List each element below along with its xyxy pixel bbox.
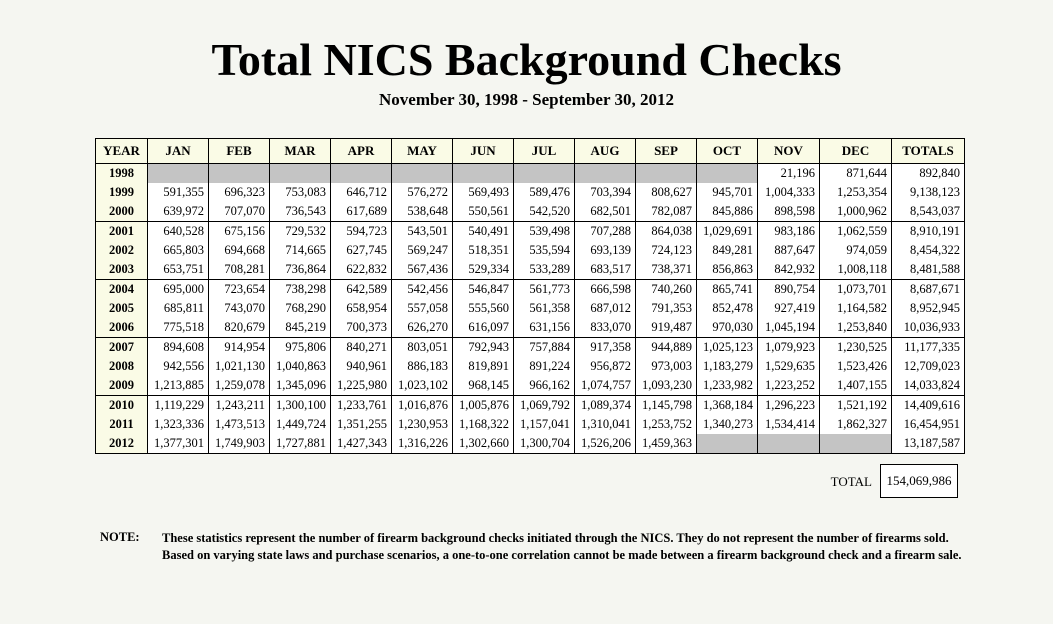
value-cell: 21,196	[758, 164, 820, 184]
header-nov: NOV	[758, 139, 820, 164]
value-cell: 1,045,194	[758, 318, 820, 338]
empty-cell	[575, 164, 636, 184]
value-cell: 546,847	[453, 280, 514, 300]
value-cell: 1,074,757	[575, 376, 636, 396]
value-cell: 550,561	[453, 202, 514, 222]
header-may: MAY	[392, 139, 453, 164]
value-cell: 700,373	[331, 318, 392, 338]
grand-total-label: TOTAL	[830, 474, 872, 489]
value-cell: 1,368,184	[697, 396, 758, 416]
value-cell: 833,070	[575, 318, 636, 338]
value-cell: 852,478	[697, 299, 758, 318]
row-total-cell: 14,409,616	[892, 396, 965, 416]
empty-cell	[820, 434, 892, 454]
value-cell: 1,225,980	[331, 376, 392, 396]
value-cell: 968,145	[453, 376, 514, 396]
value-cell: 539,498	[514, 222, 575, 242]
value-cell: 808,627	[636, 183, 697, 202]
year-cell: 2005	[96, 299, 148, 318]
value-cell: 658,954	[331, 299, 392, 318]
header-sep: SEP	[636, 139, 697, 164]
value-cell: 627,745	[331, 241, 392, 260]
page-title: Total NICS Background Checks	[211, 34, 842, 85]
value-cell: 1,183,279	[697, 357, 758, 376]
value-cell: 642,589	[331, 280, 392, 300]
year-cell: 2008	[96, 357, 148, 376]
value-cell: 898,598	[758, 202, 820, 222]
value-cell: 591,355	[148, 183, 209, 202]
header-jul: JUL	[514, 139, 575, 164]
value-cell: 1,473,513	[209, 415, 270, 434]
year-cell: 1998	[96, 164, 148, 184]
value-cell: 1,023,102	[392, 376, 453, 396]
header-aug: AUG	[575, 139, 636, 164]
value-cell: 840,271	[331, 338, 392, 358]
note-label: NOTE:	[100, 530, 140, 544]
value-cell: 775,518	[148, 318, 209, 338]
table-row	[96, 260, 965, 280]
value-cell: 561,358	[514, 299, 575, 318]
value-cell: 1,243,211	[209, 396, 270, 416]
value-cell: 1,449,724	[270, 415, 331, 434]
value-cell: 736,543	[270, 202, 331, 222]
value-cell: 683,517	[575, 260, 636, 280]
table-row	[96, 318, 965, 338]
value-cell: 1,253,840	[820, 318, 892, 338]
value-cell: 1,008,118	[820, 260, 892, 280]
value-cell: 871,644	[820, 164, 892, 184]
year-cell: 2004	[96, 280, 148, 300]
value-cell: 555,560	[453, 299, 514, 318]
table-row	[96, 338, 965, 358]
value-cell: 782,087	[636, 202, 697, 222]
value-cell: 529,334	[453, 260, 514, 280]
value-cell: 1,029,691	[697, 222, 758, 242]
row-total-cell: 8,910,191	[892, 222, 965, 242]
value-cell: 849,281	[697, 241, 758, 260]
year-cell: 2007	[96, 338, 148, 358]
value-cell: 1,164,582	[820, 299, 892, 318]
header-jun: JUN	[453, 139, 514, 164]
table-row	[96, 376, 965, 396]
value-cell: 708,281	[209, 260, 270, 280]
value-cell: 1,310,041	[575, 415, 636, 434]
value-cell: 1,523,426	[820, 357, 892, 376]
value-cell: 1,004,333	[758, 183, 820, 202]
value-cell: 927,419	[758, 299, 820, 318]
value-cell: 1,157,041	[514, 415, 575, 434]
table-row	[96, 202, 965, 222]
grand-total-value: 154,069,986	[880, 464, 958, 498]
value-cell: 1,534,414	[758, 415, 820, 434]
value-cell: 707,288	[575, 222, 636, 242]
value-cell: 685,811	[148, 299, 209, 318]
value-cell: 693,139	[575, 241, 636, 260]
value-cell: 1,340,273	[697, 415, 758, 434]
table-row	[96, 183, 965, 202]
value-cell: 845,219	[270, 318, 331, 338]
value-cell: 687,012	[575, 299, 636, 318]
value-cell: 1,427,343	[331, 434, 392, 454]
value-cell: 1,521,192	[820, 396, 892, 416]
value-cell: 738,298	[270, 280, 331, 300]
row-total-cell: 11,177,335	[892, 338, 965, 358]
row-total-cell: 8,687,671	[892, 280, 965, 300]
value-cell: 729,532	[270, 222, 331, 242]
value-cell: 1,093,230	[636, 376, 697, 396]
value-cell: 1,253,354	[820, 183, 892, 202]
value-cell: 675,156	[209, 222, 270, 242]
date-range-subtitle: November 30, 1998 - September 30, 2012	[379, 90, 674, 109]
value-cell: 891,224	[514, 357, 575, 376]
value-cell: 975,806	[270, 338, 331, 358]
value-cell: 639,972	[148, 202, 209, 222]
year-cell: 2010	[96, 396, 148, 416]
value-cell: 1,213,885	[148, 376, 209, 396]
value-cell: 1,062,559	[820, 222, 892, 242]
value-cell: 533,289	[514, 260, 575, 280]
table-row	[96, 396, 965, 416]
header-mar: MAR	[270, 139, 331, 164]
value-cell: 631,156	[514, 318, 575, 338]
year-cell: 2006	[96, 318, 148, 338]
value-cell: 723,654	[209, 280, 270, 300]
value-cell: 1,230,953	[392, 415, 453, 434]
header-apr: APR	[331, 139, 392, 164]
value-cell: 1,862,327	[820, 415, 892, 434]
value-cell: 1,529,635	[758, 357, 820, 376]
table-body	[96, 164, 965, 454]
value-cell: 1,407,155	[820, 376, 892, 396]
empty-cell	[514, 164, 575, 184]
year-cell: 2003	[96, 260, 148, 280]
value-cell: 1,300,100	[270, 396, 331, 416]
value-cell: 626,270	[392, 318, 453, 338]
value-cell: 694,668	[209, 241, 270, 260]
value-cell: 945,701	[697, 183, 758, 202]
value-cell: 944,889	[636, 338, 697, 358]
value-cell: 820,679	[209, 318, 270, 338]
row-total-cell: 8,952,945	[892, 299, 965, 318]
table-row	[96, 280, 965, 300]
header-dec: DEC	[820, 139, 892, 164]
empty-cell	[636, 164, 697, 184]
value-cell: 538,648	[392, 202, 453, 222]
value-cell: 714,665	[270, 241, 331, 260]
value-cell: 707,070	[209, 202, 270, 222]
value-cell: 1,233,982	[697, 376, 758, 396]
value-cell: 736,864	[270, 260, 331, 280]
value-cell: 622,832	[331, 260, 392, 280]
value-cell: 973,003	[636, 357, 697, 376]
header-jan: JAN	[148, 139, 209, 164]
value-cell: 1,253,752	[636, 415, 697, 434]
value-cell: 768,290	[270, 299, 331, 318]
value-cell: 1,323,336	[148, 415, 209, 434]
value-cell: 970,030	[697, 318, 758, 338]
table-row	[96, 222, 965, 242]
value-cell: 1,749,903	[209, 434, 270, 454]
value-cell: 540,491	[453, 222, 514, 242]
value-cell: 966,162	[514, 376, 575, 396]
value-cell: 1,316,226	[392, 434, 453, 454]
value-cell: 1,230,525	[820, 338, 892, 358]
value-cell: 753,083	[270, 183, 331, 202]
value-cell: 803,051	[392, 338, 453, 358]
value-cell: 696,323	[209, 183, 270, 202]
row-total-cell: 14,033,824	[892, 376, 965, 396]
empty-cell	[453, 164, 514, 184]
value-cell: 1,069,792	[514, 396, 575, 416]
value-cell: 856,863	[697, 260, 758, 280]
empty-cell	[758, 434, 820, 454]
value-cell: 738,371	[636, 260, 697, 280]
value-cell: 940,961	[331, 357, 392, 376]
year-cell: 2012	[96, 434, 148, 454]
value-cell: 740,260	[636, 280, 697, 300]
value-cell: 1,727,881	[270, 434, 331, 454]
value-cell: 557,058	[392, 299, 453, 318]
value-cell: 1,005,876	[453, 396, 514, 416]
value-cell: 1,300,704	[514, 434, 575, 454]
value-cell: 518,351	[453, 241, 514, 260]
table-row	[96, 241, 965, 260]
value-cell: 864,038	[636, 222, 697, 242]
nics-checks-table	[95, 138, 965, 454]
year-cell: 2001	[96, 222, 148, 242]
value-cell: 1,259,078	[209, 376, 270, 396]
value-cell: 695,000	[148, 280, 209, 300]
value-cell: 792,943	[453, 338, 514, 358]
value-cell: 791,353	[636, 299, 697, 318]
year-cell: 2000	[96, 202, 148, 222]
value-cell: 640,528	[148, 222, 209, 242]
value-cell: 983,186	[758, 222, 820, 242]
value-cell: 542,520	[514, 202, 575, 222]
value-cell: 890,754	[758, 280, 820, 300]
row-total-cell: 9,138,123	[892, 183, 965, 202]
empty-cell	[331, 164, 392, 184]
value-cell: 646,712	[331, 183, 392, 202]
value-cell: 1,145,798	[636, 396, 697, 416]
value-cell: 842,932	[758, 260, 820, 280]
value-cell: 1,089,374	[575, 396, 636, 416]
value-cell: 569,247	[392, 241, 453, 260]
value-cell: 1,025,123	[697, 338, 758, 358]
value-cell: 894,608	[148, 338, 209, 358]
value-cell: 1,073,701	[820, 280, 892, 300]
value-cell: 1,233,761	[331, 396, 392, 416]
value-cell: 845,886	[697, 202, 758, 222]
value-cell: 942,556	[148, 357, 209, 376]
value-cell: 1,296,223	[758, 396, 820, 416]
value-cell: 886,183	[392, 357, 453, 376]
empty-cell	[697, 164, 758, 184]
table-row	[96, 357, 965, 376]
empty-cell	[392, 164, 453, 184]
value-cell: 1,168,322	[453, 415, 514, 434]
value-cell: 653,751	[148, 260, 209, 280]
empty-cell	[270, 164, 331, 184]
value-cell: 865,741	[697, 280, 758, 300]
table-header-row	[96, 139, 965, 164]
value-cell: 1,079,923	[758, 338, 820, 358]
header-oct: OCT	[697, 139, 758, 164]
value-cell: 1,000,962	[820, 202, 892, 222]
table-row	[96, 434, 965, 454]
value-cell: 589,476	[514, 183, 575, 202]
value-cell: 1,040,863	[270, 357, 331, 376]
year-cell: 2011	[96, 415, 148, 434]
value-cell: 1,302,660	[453, 434, 514, 454]
value-cell: 535,594	[514, 241, 575, 260]
row-total-cell: 8,481,588	[892, 260, 965, 280]
empty-cell	[697, 434, 758, 454]
value-cell: 1,377,301	[148, 434, 209, 454]
value-cell: 917,358	[575, 338, 636, 358]
year-cell: 2009	[96, 376, 148, 396]
value-cell: 956,872	[575, 357, 636, 376]
value-cell: 914,954	[209, 338, 270, 358]
row-total-cell: 10,036,933	[892, 318, 965, 338]
value-cell: 682,501	[575, 202, 636, 222]
value-cell: 1,021,130	[209, 357, 270, 376]
row-total-cell: 892,840	[892, 164, 965, 184]
header-year: YEAR	[96, 139, 148, 164]
value-cell: 617,689	[331, 202, 392, 222]
value-cell: 887,647	[758, 241, 820, 260]
value-cell: 1,223,252	[758, 376, 820, 396]
value-cell: 724,123	[636, 241, 697, 260]
header-feb: FEB	[209, 139, 270, 164]
value-cell: 757,884	[514, 338, 575, 358]
value-cell: 974,059	[820, 241, 892, 260]
empty-cell	[209, 164, 270, 184]
value-cell: 561,773	[514, 280, 575, 300]
table-row	[96, 164, 965, 184]
row-total-cell: 12,709,023	[892, 357, 965, 376]
value-cell: 1,016,876	[392, 396, 453, 416]
row-total-cell: 13,187,587	[892, 434, 965, 454]
row-total-cell: 8,454,322	[892, 241, 965, 260]
header-totals: TOTALS	[892, 139, 965, 164]
year-cell: 2002	[96, 241, 148, 260]
value-cell: 1,345,096	[270, 376, 331, 396]
value-cell: 919,487	[636, 318, 697, 338]
value-cell: 616,097	[453, 318, 514, 338]
empty-cell	[148, 164, 209, 184]
value-cell: 1,459,363	[636, 434, 697, 454]
value-cell: 569,493	[453, 183, 514, 202]
value-cell: 542,456	[392, 280, 453, 300]
value-cell: 1,119,229	[148, 396, 209, 416]
value-cell: 567,436	[392, 260, 453, 280]
value-cell: 1,526,206	[575, 434, 636, 454]
table-row	[96, 299, 965, 318]
value-cell: 743,070	[209, 299, 270, 318]
value-cell: 1,351,255	[331, 415, 392, 434]
value-cell: 666,598	[575, 280, 636, 300]
value-cell: 594,723	[331, 222, 392, 242]
row-total-cell: 16,454,951	[892, 415, 965, 434]
value-cell: 543,501	[392, 222, 453, 242]
row-total-cell: 8,543,037	[892, 202, 965, 222]
value-cell: 703,394	[575, 183, 636, 202]
note-text: These statistics represent the number of firearm background checks initiated through the NICS. They do not represent the number of firearms sold. Based on varying state laws and purchase scenarios, a one-to-one correlation cannot be made between a firearm background check and a firearm sale.	[162, 531, 962, 562]
value-cell: 819,891	[453, 357, 514, 376]
value-cell: 576,272	[392, 183, 453, 202]
year-cell: 1999	[96, 183, 148, 202]
table-row	[96, 415, 965, 434]
value-cell: 665,803	[148, 241, 209, 260]
